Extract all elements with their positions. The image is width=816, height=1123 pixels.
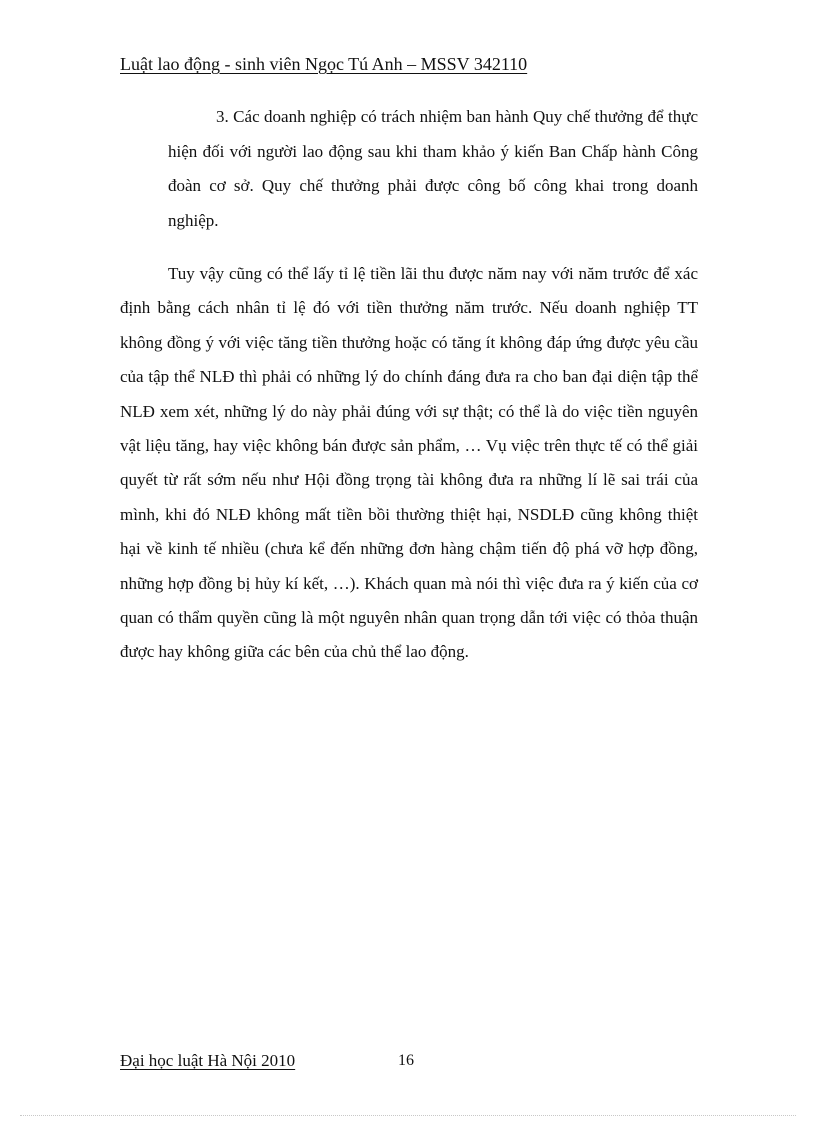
- page-edge-divider: [20, 1115, 796, 1116]
- page-number: 16: [398, 1052, 414, 1069]
- page-header: Luật lao động - sinh viên Ngọc Tú Anh – MSSV 342110: [120, 54, 528, 74]
- body-paragraph: Tuy vậy cũng có thể lấy tỉ lệ tiền lãi thu được năm nay với năm trước để xác định bằng cách nhân tỉ lệ đó với tiền thưởng năm trước. Nếu doanh nghiệp TT không đồng ý với việc tăng tiền thưởng hoặc có tăng ít không đáp ứng được yêu cầu của tập thể NLĐ thì phải có những lý do chính đáng đưa ra cho ban đại diện tập thể NLĐ xem xét, những lý do này phải đúng với sự thật; có thể là do việc tiền nguyên vật liệu tăng, hay việc không bán được sản phẩm, … Vụ việc trên thực tế có thể giải quyết từ rất sớm nếu như Hội đồng trọng tài không đưa ra những lí lẽ sai trái của mình, khi đó NLĐ không mất tiền bồi thường thiệt hại, NSDLĐ cũng không thiệt hại về kinh tế nhiều (chưa kể đến những đơn hàng chậm tiến độ phá vỡ hợp đồng, những hợp đồng bị hủy kí kết, …). Khách quan mà nói thì việc đưa ra ý kiến của cơ quan có thẩm quyền cũng là một nguyên nhân quan trọng dẫn tới việc có thỏa thuận được hay không giữa các bên của chủ thể lao động.: [120, 264, 698, 662]
- quoted-regulation: [168, 100, 698, 238]
- quoted-paragraph: 3. Các doanh nghiệp có trách nhiệm ban hành Quy chế thưởng để thực hiện đối với người lao động sau khi tham khảo ý kiến Ban Chấp hành Công đoàn cơ sở. Quy chế thưởng phải được công bố công khai trong doanh nghiệp.: [168, 107, 698, 230]
- body-text: [120, 257, 698, 670]
- page-footer: Đại học luật Hà Nội 2010: [120, 1051, 296, 1070]
